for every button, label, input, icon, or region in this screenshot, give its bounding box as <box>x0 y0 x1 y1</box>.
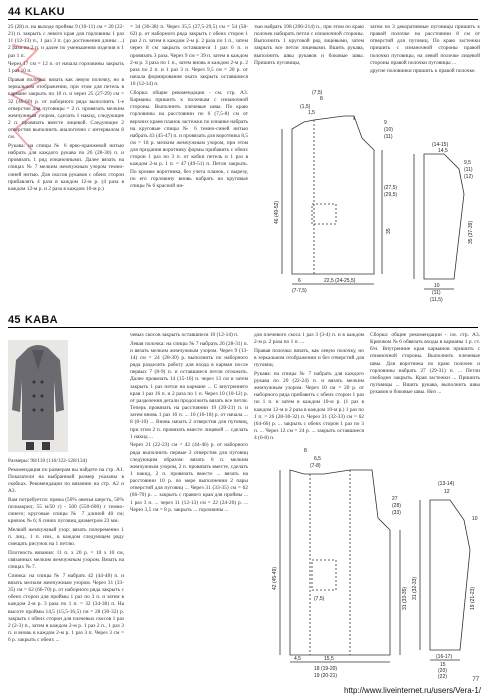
paragraph: Плотность вязания: 11 п. х 20 р. = 10 х 10 см, связанных мелким жемчужным узором. Вязать на спицах № 7. <box>8 549 124 571</box>
dim-label: 15,5 <box>324 656 334 662</box>
text-column-1 <box>8 458 124 692</box>
section-number: 45 <box>8 314 21 326</box>
dim-label: (20) <box>438 668 447 674</box>
paragraph: чевых скосов закрыть оставшиеся 10 (12-14) п. <box>130 332 239 338</box>
dim-label: (27,5) <box>384 185 398 191</box>
section-header-klaku <box>8 6 65 18</box>
paragraph: Размеры: 98/110 (116/122-128/134) <box>8 458 88 464</box>
paragraph: Через 17 см = 12 п. от начала горловины закрыть 1 раз 10 п. <box>8 61 124 75</box>
section-title: KABA <box>24 314 58 326</box>
text-column-2 <box>130 24 248 324</box>
dim-label: (10) <box>384 127 393 133</box>
dim-label: 19 (21-23) <box>470 586 476 610</box>
paragraph: Правая полочка: вязать, как левую полочку, но в зеркальном отображении и без отверстий для пуговиц. <box>254 347 364 369</box>
dim-label: 12 <box>444 489 450 495</box>
dim-label: (7-8) <box>310 463 321 469</box>
source-url: http://www.liveinternet.ru/users/Vera-1/ <box>344 686 481 695</box>
dim-label: 9 <box>384 120 387 126</box>
dim-label: 15 <box>440 662 446 668</box>
paragraph: Через 21 (22-23) см = 42 (44-46) р. от наборного ряда выполнить первые 2 отверстия для пуговиц следующим образом: вязать 6 п. мелким жемчужным узором, 2 п. провязать вместе, сделать 1 накид, 2 п. провязать вместе ... вязать на расстоянии 10 р. по мере выполнения 2 пары отверстий для пуговиц ... Через 31 (33-35) см = 62 (66-70) р. ... закрыть с правого края для проймы ... 1 раз 3 п. ... через 11 (12-13) см = 22 (24-26) р. ... Через 3,5 см = 8 р. закрыть ... горловины ... <box>130 442 248 513</box>
section-number: 44 <box>8 6 21 18</box>
text-column-2 <box>130 332 248 692</box>
section-divider <box>8 327 478 328</box>
dim-label: (13-14) <box>438 481 455 487</box>
dim-label: (29,5) <box>384 192 398 198</box>
coat-illustration <box>8 340 68 452</box>
paragraph: Рекомендация по размерам вы найдете на стр. А1. Показатели на выбранный размер указаны в скобках. Рекомендации по вязанию на стр. А2 и А3. <box>8 466 124 495</box>
dim-label: 10 <box>434 283 440 289</box>
paragraph: Мелкий жемчужный узор: вязать попеременно 1 п. лиц., 1 п. изн., в каждом следующем ряду смещать рисунок на 1 петлю. <box>8 526 124 548</box>
paragraph: = 34 (36-38) п. Через 35,5 (27,5-29,5) см = 54 (58-62) р. от наборного ряда закрыть с обеих сторон 1 раз 2 п. затем в каждом 2-м р. 2 раза по 1 п., затем через 8 см закрыть оставшиеся 1 раз 6 п. и провязать 3 раза. Через 9 см = 39 п. затем в каждом 2-м р. 3 раза по 1 п., затем вновь в каждом 2-м р. 2 раза по 2 п. и 1 раз 3 п. Через 9,5 см = 20 р. от начала формирования оката закрыть оставшиеся 10 (12-14) п. <box>130 24 248 88</box>
text-column-3 <box>254 332 364 442</box>
paragraph: другие половинки пришить к правой полочке. <box>370 68 476 75</box>
section-divider <box>8 19 478 20</box>
paragraph: 25 (28) п. на выходе проймы 9 (10-11) см = 20 (22-21) п. закрыть с левого края для горловины 1 раз 11 (12-13) п., 1 раз 3 п. (до достижения длины ...) 2 раза по 2 п. и далее по уменьшения изделия в 1 раз 1 п. <box>8 24 124 59</box>
text-column-3 <box>254 24 364 80</box>
dim-label: 46 (49-52) <box>274 200 280 224</box>
dim-label: 14,5 <box>438 148 448 154</box>
coat-sleeve-diagram <box>420 500 470 660</box>
coat-body-diagram <box>280 470 400 662</box>
dim-label: (7,5) <box>314 596 325 602</box>
pattern-diagram-2 <box>254 440 480 680</box>
dim-label: (14-15) <box>432 142 449 148</box>
paragraph: Сборка: общие рекомендации - см. стр. А3. Карманы пришить к полочкам с изнаночной стороны. Выполнить плечевые швы. По краю горловины на расстоянии по 6 (7,5-8) см от верхних краев планок застежки по изнанке набрать на круговые спицы № 6 темно-синей нитью набрать 43 (45-47) п. и провязать для воротника 8,5 см = 18 р. мелким жемчужным узором, при этом для придания воротнику формы прибавить с обеих сторон 1 раз по 3 п. от кобки петель и 1 раз в каждом 2-м р. 1 п. = 47 (49-51) п. Петли закрыть. По кромке воротника, без учета планок, с вырезу, по его горловину вновь набрать на круговые спицы № 6 красной ни- <box>130 89 248 189</box>
dim-label: 35 (37-39) <box>468 220 474 244</box>
dim-label: 8 <box>320 96 323 102</box>
paragraph: для плечевого скоса 1 раз 3 (3-4) п. и в каждом 2-м р. 2 раза по 1 п. ... <box>254 332 364 346</box>
dim-label: 10 <box>472 516 478 522</box>
sleeve-piece-diagram <box>414 154 464 289</box>
pattern-diagram-1 <box>254 84 480 306</box>
dim-label: 35 <box>386 228 392 234</box>
dim-label: (7-7,5) <box>292 288 307 294</box>
paragraph: Сборка: общие рекомендации - см. стр. А3. Крючком № 6 обвязать входы в карманы 1 р. ст. б/н. Внутренние края карманов пришить с изнаночной стороны. Выполнить плечевые швы. Для воротника по краю полочек и горловины набрать 27 (29-31) п. ... Петли свободно закрыть. Края застежки ... Пришить пуговицы ... Вшить рукава, выполнить швы рукавов и боковые швы. Низ ... <box>370 332 480 396</box>
section-title: KLAKU <box>24 6 65 18</box>
dim-label: 1,5 <box>308 110 315 116</box>
dim-label: 9,5 <box>464 160 471 166</box>
paragraph: Рукава: на спицы № 7 набрать для каждого рукава по 20 (22-24) п. и вязать мелким жемчужным узором. Через 10 см = 20 р. от наборного ряда прибавить с обеих сторон 1 раз по 1 п. и затем в каждом 10-м р. (1 раз в каждом 12-м и 2 раза в каждом 10-м р.) 1 раз по 1 п. = 26 (28-30-32) п. Через 31 (32-33) см = 62 (64-66) р. ... закрыть с обеих сторон 1 раз по 3 п. ... Через 12 см = 24 р. ... закрыть оставшиеся 4 (6-8) п. <box>254 370 364 442</box>
dim-label: (28) <box>392 503 401 509</box>
dim-label: (11) <box>432 290 441 296</box>
dim-label: (22) <box>438 674 447 680</box>
paragraph: затем по 3 декоративные пуговицы пришить к правой полочке на расстоянии 8 см от отверстий для пуговиц. По краю застежки пришить с изнаночной стороны правой полочки пуговицы, на левой полочке лицевой стороны правой полочки пуговицы ... <box>370 24 480 66</box>
dim-label: 22,5 (24-25,5) <box>324 278 356 284</box>
coat-photo <box>8 340 68 452</box>
dim-label: (16-17) <box>436 654 453 660</box>
text-column-4 <box>370 24 480 80</box>
dim-label: 31 (33-35) <box>402 586 408 610</box>
dim-label: 19 (20-21) <box>314 673 338 679</box>
dim-label: 8 <box>304 448 307 454</box>
coat-body-labels <box>272 448 408 679</box>
text-column-1 <box>8 24 124 324</box>
paragraph: Вам потребуется: пряжа (50% овечья шерсть, 50% полиакрил; 55 м/50 г) - 500 (550-600) г темно-синего; круговые спицы № 7 длиной 40 см; крючок № 6; 6 синих пуговиц диаметром 23 мм. <box>8 496 124 525</box>
paragraph: Правая полочка: вязать как левую полочку, но в зеркальном отображении, при этом для петель в кармане закрыть по 10 п. и через 25 (27-29) см = 32 (46-60) р. от наборного ряда выполнить 1-е отверстие для пуговицы = 2 п. провязать мелким жемчужным узором, сделать 1 накид, следующие 2 п. провязать вместе лицевой. Следующие 2 отверстия выполнить аналогично с интервалом 8 см. <box>8 77 124 141</box>
dim-label: (12) <box>464 174 473 180</box>
paragraph: Рукава: на спицы № 6 ярко-оранжевой нитью набрать для каждого рукава по 26 (28-30) п. и провязать 1 ряд изнаночными. Далее вязать на спицах № 7 мелким жемчужным узором темно-синей нитью. Для скосов рукавов с обеих сторон прибавлять 4 раза в каждом 12-м р. (4 раза в каждом 12-м р. и 2 раза в каждом 10-м р.) <box>8 143 124 192</box>
dim-label: 4,5 <box>294 656 301 662</box>
body-piece-labels <box>274 90 397 294</box>
dim-label: (7,5) <box>312 90 323 96</box>
dim-label: 6,5 <box>314 456 321 462</box>
body-piece-diagram <box>282 116 382 284</box>
text-column-4 <box>370 332 480 434</box>
dim-label: (1,5) <box>300 104 311 110</box>
dim-label: (11) <box>384 134 393 140</box>
paragraph: Левая полочка: на спицы № 7 набрать 26 (28-31) п. и вязать мелким жемчужным узором. Через 9 (13-14) см = 24 (28-30) р. выполнить по наборного ряда разделить работу для входа в карман после первых 7 (8-9) п. и оставшиеся петли отложить. Далее провязать 14 (15-16) п. через 13 см и затем закрыть 1 раз петли на кармане ... С внутреннего края 1 раз 16 п. и 2 раза по 1 п. Через 10 (10-12) р. от разделения детали продолжить вязать все петли. Теперь провязать на расстоянии 19 (20-21) п. и затем вновь 1 раз 16 п. ... 16 (16-18) р. от начала ... 8 (8-10) ... Вновь начать 2 отверстия для пуговиц, при этом 2 п. провязать вместе лицевой ... сделать 1 накид ... <box>130 340 248 440</box>
paragraph: Спинка: на спицы № 7 набрать 42 (44-48) п. и вязать мелким жемчужным узором. Через 31 (33-35) см = 62 (66-70) р. от наборного ряда закрыть с обеих сторон для проймы 1 раз по 3 п. и затем в каждом 2-м р. 3 раза по 1 п. = 32 (34-38) п. На высоте проймы 14,5 (15,5-16,5) см = 28 (30-32) р. закрыть с обеих сторон для плечевых скосов 1 раз 2 (2-3) п., затем в каждом 2-м р. 1 раз 2 п., 1 раз 3 п. и вновь в каждом 2-м р. 1 раз 3 п. Через 3 см = 6 р. закрыть с обеих ... <box>8 572 124 644</box>
dim-label: (11) <box>464 167 473 173</box>
dim-label: 6 <box>298 278 301 284</box>
dim-label: 27 <box>392 496 398 502</box>
dim-label: 18 (19-20) <box>314 666 338 672</box>
dim-label: 42 (45-49) <box>272 566 278 590</box>
section-header-kaba <box>8 314 58 326</box>
paragraph: тью набрать 198 (206-214) п., при этом по краю полочек набирать петли с изнаночной стороны. Выполнить 1 круговой ряд лицевыми, затем закрыть все петли лицевыми. Вшить рукава, выполнить швы рукавов и боковые швы. Пришить пуговицы, <box>254 24 364 66</box>
dim-label: (33) <box>392 510 401 516</box>
dim-label: (11,5) <box>430 297 443 303</box>
dim-label: 31 (32-33) <box>412 576 418 600</box>
page-number: 77 <box>472 677 479 683</box>
